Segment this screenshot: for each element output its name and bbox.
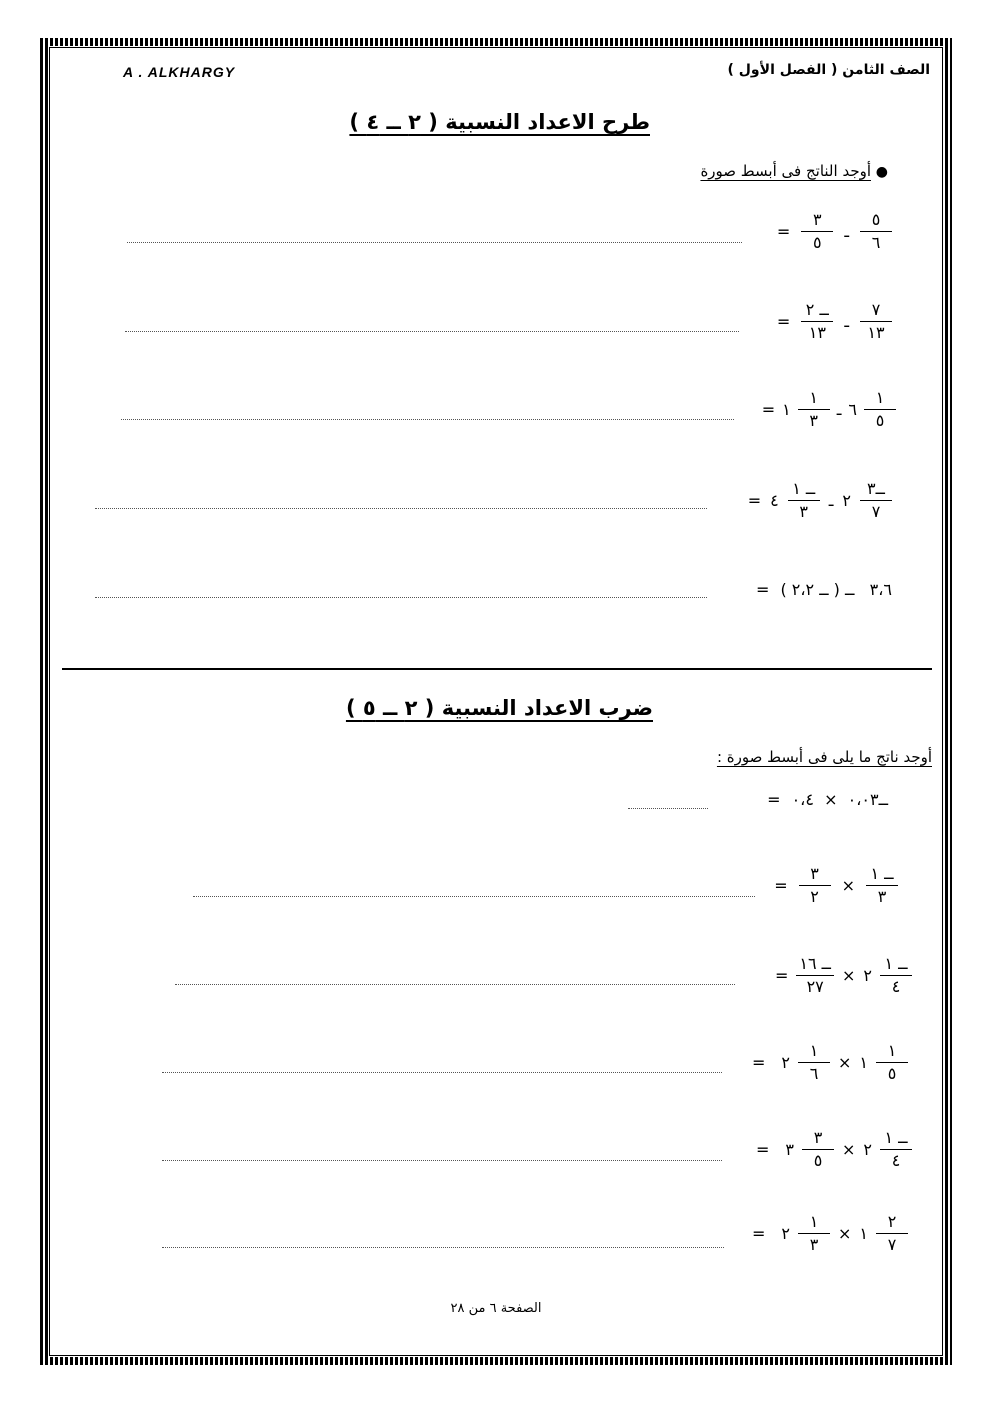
problem-2-3: $\frac{\text{ــ ١}}{٤}$ ٢ × $\frac{\text{ــ ١٦}}{٢٧}$ =	[775, 956, 912, 995]
answer-line[interactable]	[121, 419, 734, 420]
answer-line[interactable]	[628, 808, 708, 809]
section1-instruction: أوجد الناتج فى أبسط صورة	[700, 162, 871, 180]
author-name: A . ALKHARGY	[123, 64, 236, 80]
page-number: الصفحة ٦ من ٢٨	[450, 1301, 542, 1316]
problem-1-3: $\frac{١}{٥}$ ٦ ـ $\frac{١}{٣}$ ١ =	[762, 390, 896, 429]
problem-2-1: ــ٠،٠٣ × ٠،٤ =	[767, 790, 888, 809]
section-divider	[62, 668, 932, 670]
problem-2-4: $\frac{١}{٥}$ ١ × $\frac{١}{٦}$ ٢ =	[752, 1043, 908, 1082]
answer-line[interactable]	[95, 508, 707, 509]
answer-line[interactable]	[162, 1160, 722, 1161]
answer-line[interactable]	[162, 1072, 722, 1073]
section2-instruction: أوجد ناتج ما يلى فى أبسط صورة :	[716, 748, 932, 766]
section2-title: ضرب الاعداد النسبية ( ٢ ــ ٥ )	[345, 696, 653, 720]
answer-line[interactable]	[162, 1247, 724, 1248]
answer-line[interactable]	[125, 331, 739, 332]
answer-line[interactable]	[193, 896, 755, 897]
fraction: $\frac{٣}{٥}$	[801, 212, 833, 251]
problem-2-5: $\frac{\text{ــ ١}}{٤}$ ٢ × $\frac{٣}{٥}$ ٣ =	[756, 1130, 912, 1169]
answer-line[interactable]	[95, 597, 707, 598]
answer-line[interactable]	[175, 984, 735, 985]
answer-line[interactable]	[127, 242, 742, 243]
fraction: $\frac{٥}{٦}$	[860, 212, 892, 251]
problem-1-1: $\frac{٥}{٦}$ ـ $\frac{٣}{٥}$ =	[777, 212, 892, 251]
bullet-icon: ●	[875, 164, 888, 180]
grade-label: الصف الثامن ( الفصل الأول )	[727, 62, 930, 78]
problem-2-2: $\frac{\text{ــ ١}}{٣}$ × $\frac{٣}{٢}$ =	[774, 866, 898, 905]
problem-1-5: ٣،٦ ــ ( ــ ٢،٢ ) =	[756, 580, 892, 599]
problem-1-4: $\frac{\text{ــ٣}}{٧}$ ٢ ـ $\frac{\text{ــ ١}}{٣}$ ٤ =	[748, 481, 892, 520]
section1-title: طرح الاعداد النسبية ( ٢ ــ ٤ )	[349, 110, 650, 134]
problem-2-6: $\frac{٢}{٧}$ ١ × $\frac{١}{٣}$ ٢ =	[752, 1214, 908, 1253]
problem-1-2: $\frac{٧}{١٣}$ ـ $\frac{\text{ــ ٢}}{١٣}$ =	[777, 302, 892, 341]
